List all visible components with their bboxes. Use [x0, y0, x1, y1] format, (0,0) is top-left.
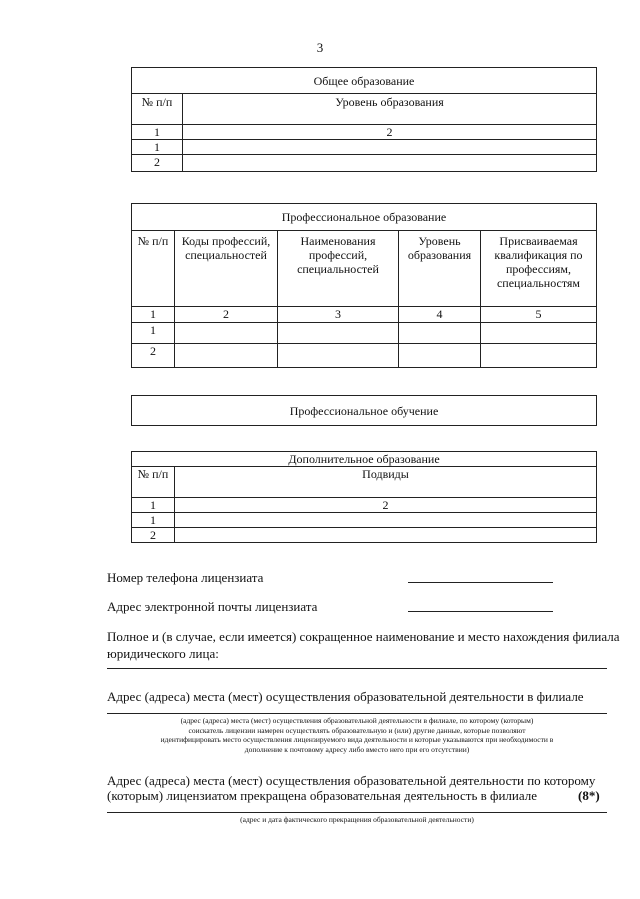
column-number: 2 — [183, 125, 597, 140]
column-number: 2 — [175, 307, 278, 323]
phone-input-line[interactable] — [408, 582, 553, 583]
email-label: Адрес электронной почты лицензиата — [107, 599, 318, 614]
terminated-address-hint: (адрес и дата фактического прекращения образовательной деятельности) — [240, 815, 474, 824]
additional-education-table — [131, 451, 597, 543]
column-header-names: Наименования профессий, специальностей — [278, 231, 399, 307]
row-number: 2 — [132, 528, 175, 543]
professional-training-table — [131, 395, 597, 426]
column-header-no: № п/п — [132, 94, 183, 125]
table-title: Общее образование — [132, 68, 597, 94]
empty-cell[interactable] — [175, 323, 278, 344]
empty-cell[interactable] — [183, 155, 597, 172]
general-education-table — [131, 67, 597, 172]
column-header-level: Уровень образования — [183, 94, 597, 125]
column-header-qualification: Присваиваемая квалификация по профессиям, специальностям — [481, 231, 597, 307]
terminated-address-input-line[interactable] — [107, 812, 607, 813]
branch-name-label: Полное и (в случае, если имеется) сокращенное наименование и место нахождения филиала — [107, 629, 620, 644]
table-title: Профессиональное образование — [132, 204, 597, 231]
branch-address-input-line[interactable] — [107, 713, 607, 714]
column-header-subtypes: Подвиды — [175, 467, 597, 498]
row-number: 2 — [132, 155, 183, 172]
empty-cell[interactable] — [183, 140, 597, 155]
empty-cell[interactable] — [399, 323, 481, 344]
branch-address-hint: (адрес (адреса) места (мест) осуществления образовательной деятельности в филиале, по которому (которым) соискатель лицензии намерен осуществлять образовательную и (или) другие данные, которые позволяют идентифицировать место осуществления лицензируемого вида деятельности и которые указываются при необходимости в дополнение к почтовому адресу либо вместо него при его отсутствии) — [160, 716, 554, 754]
column-number: 3 — [278, 307, 399, 323]
footnote-marker: (8*) — [578, 788, 600, 803]
column-header-no: № п/п — [132, 231, 175, 307]
column-header-level: Уровень образования — [399, 231, 481, 307]
empty-cell[interactable] — [399, 344, 481, 368]
column-header-codes: Коды профессий, специальностей — [175, 231, 278, 307]
empty-cell[interactable] — [175, 513, 597, 528]
row-number: 1 — [132, 513, 175, 528]
row-number: 2 — [132, 344, 175, 368]
branch-name-input-line[interactable] — [107, 668, 607, 669]
column-number: 2 — [175, 498, 597, 513]
phone-label: Номер телефона лицензиата — [107, 570, 264, 585]
column-header-no: № п/п — [132, 467, 175, 498]
empty-cell[interactable] — [278, 323, 399, 344]
column-number: 1 — [132, 125, 183, 140]
email-input-line[interactable] — [408, 611, 553, 612]
empty-cell[interactable] — [278, 344, 399, 368]
branch-address-label: Адрес (адреса) места (мест) осуществления образовательной деятельности в филиале — [107, 689, 584, 704]
page-number: 3 — [316, 40, 324, 55]
empty-cell[interactable] — [481, 323, 597, 344]
empty-cell[interactable] — [175, 528, 597, 543]
table-title: Дополнительное образование — [132, 452, 597, 467]
column-number: 4 — [399, 307, 481, 323]
table-title: Профессиональное обучение — [132, 396, 597, 426]
empty-cell[interactable] — [481, 344, 597, 368]
column-number: 1 — [132, 498, 175, 513]
empty-cell[interactable] — [175, 344, 278, 368]
terminated-address-label-cont: (которым) лицензиатом прекращена образовательная деятельность в филиале — [107, 788, 537, 803]
row-number: 1 — [132, 323, 175, 344]
professional-education-table — [131, 203, 597, 368]
terminated-address-label: Адрес (адреса) места (мест) осуществления образовательной деятельности по которому — [107, 773, 596, 788]
column-number: 5 — [481, 307, 597, 323]
column-number: 1 — [132, 307, 175, 323]
branch-name-label-cont: юридического лица: — [107, 646, 219, 661]
row-number: 1 — [132, 140, 183, 155]
